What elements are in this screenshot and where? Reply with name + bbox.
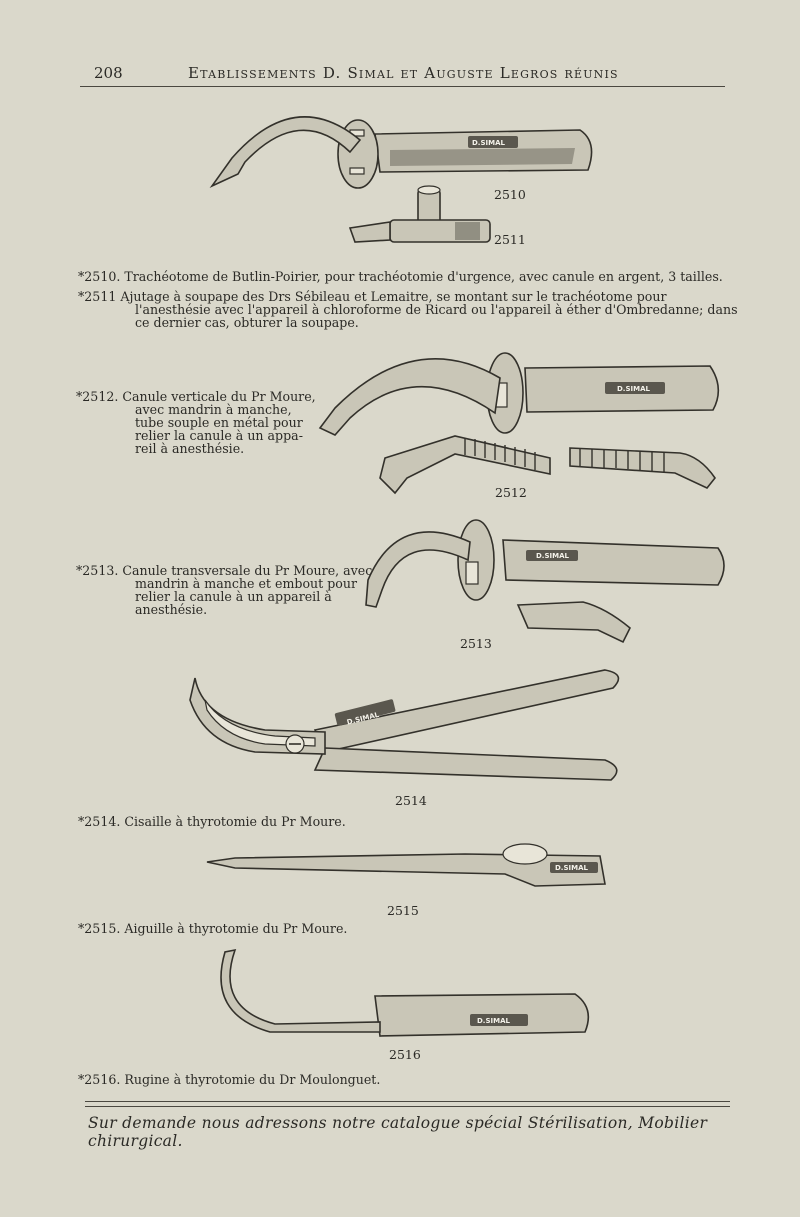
description-2514: *2514. Cisaille à thyrotomie du Pr Moure. — [78, 814, 346, 829]
brand-mark-2515: D.SIMAL — [555, 864, 588, 872]
description-2512-line1: *2512. Canule verticale du Pr Moure, — [76, 389, 316, 404]
description-2513-line1: *2513. Canule transversale du Pr Moure, avec — [76, 563, 373, 578]
brand-mark-2514: D.SIMAL — [346, 710, 381, 727]
figure-label-2515: 2515 — [387, 903, 419, 918]
description-2511-line1: *2511 Ajutage à soupape des Drs Sébileau et Lemaitre, se montant sur le trachéotome pour — [78, 289, 667, 304]
figure-2515-aiguille — [205, 838, 610, 898]
description-2512-line4: relier la canule à un appa- — [135, 428, 303, 443]
figure-2516-rugine — [215, 948, 600, 1043]
description-2512-line3: tube souple en métal pour — [135, 415, 303, 430]
footer-rule-top — [85, 1101, 730, 1102]
brand-mark-2513: D.SIMAL — [536, 552, 569, 560]
description-2512-line5: reil à anesthésie. — [135, 441, 245, 456]
footer-rule-bottom — [85, 1106, 730, 1107]
description-2510: *2510. Trachéotome de Butlin-Poirier, pour trachéotomie d'urgence, avec canule en argent, 3 tailles. — [78, 269, 723, 284]
figure-2510-tracheotome — [200, 112, 600, 252]
description-2513-line3: relier la canule à un appareil à — [135, 589, 332, 604]
footer-note: Sur demande nous adressons notre catalogue spécial Stérilisation, Mobilier chirurgical. — [88, 1114, 708, 1150]
figure-label-2510: 2510 — [494, 187, 526, 202]
description-2513-line2: mandrin à manche et embout pour — [135, 576, 357, 591]
description-2513-line4: anesthésie. — [135, 602, 208, 617]
brand-mark-2512: D.SIMAL — [617, 385, 650, 393]
figure-label-2512: 2512 — [495, 485, 527, 500]
description-2511-line3: ce dernier cas, obturer la soupape. — [135, 315, 359, 330]
page-header — [80, 58, 725, 87]
figure-label-2511: 2511 — [494, 232, 526, 247]
figure-label-2514: 2514 — [395, 793, 427, 808]
figure-2513-canule-transversale — [358, 510, 728, 650]
figure-label-2516: 2516 — [389, 1047, 421, 1062]
figure-label-2513: 2513 — [460, 636, 492, 651]
running-head: Etablissements D. Simal et Auguste Legros réunis — [188, 64, 619, 82]
description-2515: *2515. Aiguille à thyrotomie du Pr Moure. — [78, 921, 348, 936]
brand-mark: D.SIMAL — [472, 139, 505, 147]
figure-2512-canule-verticale — [315, 338, 725, 498]
brand-mark-2516: D.SIMAL — [477, 1017, 510, 1025]
description-2512-line2: avec mandrin à manche, — [135, 402, 292, 417]
description-2511-line2: l'anesthésie avec l'appareil à chloroforme de Ricard ou l'appareil à éther d'Ombredanne; dans — [135, 302, 738, 317]
description-2516: *2516. Rugine à thyrotomie du Dr Moulonguet. — [78, 1072, 381, 1087]
page-number: 208 — [94, 64, 123, 82]
figure-2514-cisaille — [185, 660, 630, 790]
